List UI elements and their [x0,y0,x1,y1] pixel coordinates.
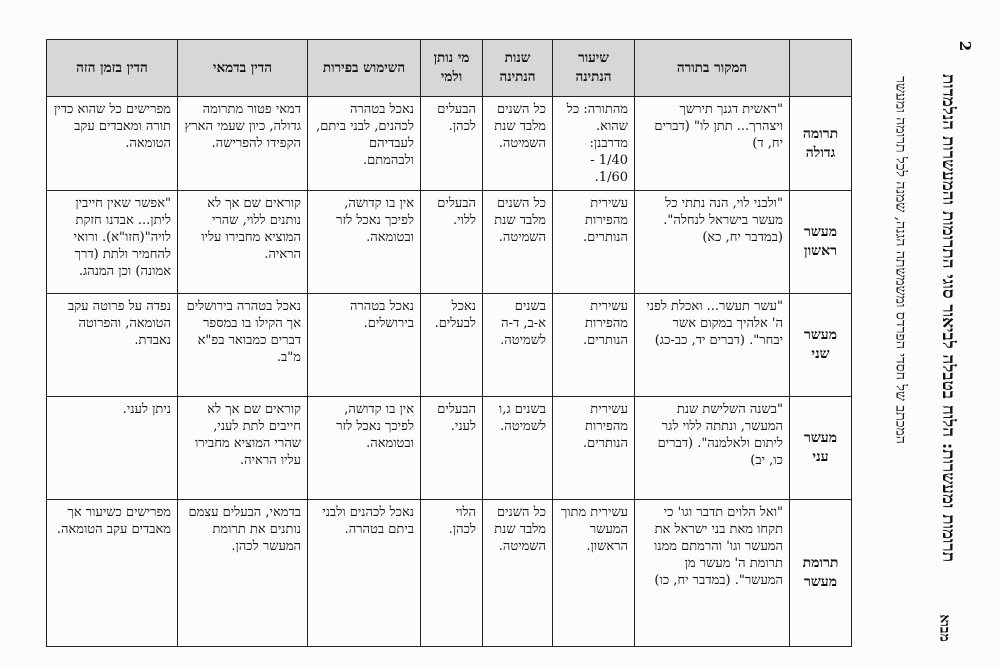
page-title: תרומות ומעשרות: הלוח בטבלה לביאור סוגי התרומות והמעשרות הנלמדות [938,73,958,563]
table-cell: עשירית מהפירות הנותרים. [553,294,635,397]
table-cell: הלוי לכהן. [421,500,483,647]
page-number: 2 [956,40,974,52]
table-cell: ניתן לעני. [47,397,178,500]
table-cell: "בשנה השלישת שנת המעשר, ונתתה ללוי לגר ליתום ולאלמנה". (דברים כו, יב) [635,397,790,500]
tithes-table [46,39,852,647]
column-header [790,40,852,97]
column-header: הדין בזמן הזה [47,40,178,97]
table-cell: עשירית מהפירות הנותרים. [553,397,635,500]
table-cell: קוראים שם אך לא נותנים ללוי, שהרי המוציא מחבירו עליו הראיה. [178,191,308,294]
row-header: מעשר שני [790,294,852,397]
table-cell: כל השנים מלבד שנת השמיטה. [483,191,553,294]
table-cell: הבעלים לכהן. [421,97,483,191]
table-cell: כל השנים מלבד שנת השמיטה. [483,500,553,647]
table-cell: אין בו קדושה, לפיכך נאכל לזר ובטומאה. [308,191,421,294]
table-cell: מפרישים כל שהוא כדין תורה ומאבדים עקב הטומאה. [47,97,178,191]
table-header-row [47,40,852,97]
column-header: הדין בדמאי [178,40,308,97]
table-cell: "עשר תעשר... ואכלת לפני ה' אלהיך במקום אשר יבחר". (דברים יד, כב-כג) [635,294,790,397]
column-header: שנות הנתינה [483,40,553,97]
row-header: מעשר עני [790,397,852,500]
row-header: תרומת מעשר [790,500,852,647]
table-row [47,97,852,191]
table-cell: "ואל הלוים תדבר וגו' כי תקחו מאת בני ישראל את המעשר וגו' והרמתם ממנו תרומת ה' מעשר מן המעשר". (במדבר יח, כו) [635,500,790,647]
table-cell: נאכל בטהרה בירושלים. [308,294,421,397]
table-row [47,294,852,397]
row-header: מעשר ראשון [790,191,852,294]
table-row [47,500,852,647]
table-cell: נאכל בטהרה בירושלים אך הקילו בו במספר דברים כמבואר בפ"א מ"ב. [178,294,308,397]
table-cell: "ולבני לוי, הנה נתתי כל מעשר בישראל לנחלה". (במדבר יח, כא) [635,191,790,294]
table-cell: נאכל לכהנים ולבני ביתם בטהרה. [308,500,421,647]
page-subtitle: המכתב של חסדי הפרדס ומשמשתה הגנה, שמנה לכל תרומה ומעשר [892,76,909,444]
row-header: תרומה גדולה [790,97,852,191]
table-cell: מפרישים כשיעור אך מאבדים עקב הטומאה. [47,500,178,647]
table-cell: עשירית מהפירות הנותרים. [553,191,635,294]
column-header: השימוש בפירות [308,40,421,97]
table-row [47,397,852,500]
column-header: שיעור הנתינה [553,40,635,97]
column-header: מי נותן ולמי [421,40,483,97]
table-cell: כל השנים מלבד שנת השמיטה. [483,97,553,191]
table-cell: עשירית מתוך המעשר הראשון. [553,500,635,647]
table-cell: בדמאי, הבעלים עצמם נותנים את תרומת המעשר לכהן. [178,500,308,647]
table-cell: נאכל בטהרה לכהנים, לבני ביתם, לעבדיהם ולבהמתם. [308,97,421,191]
column-header: המקור בתורה [635,40,790,97]
table-cell: נפדה על פרוטה עקב הטומאה, והפרוטה נאבדת. [47,294,178,397]
table-cell: הבעלים ללוי. [421,191,483,294]
table-cell: נאכל לבעלים. [421,294,483,397]
table-cell: אין בו קדושה, לפיכך נאכל לזר ובטומאה. [308,397,421,500]
table-cell: הבעלים לעני. [421,397,483,500]
table-cell: מהתורה: כל שהוא. מדרבנן: 1/40 - 1/60. [553,97,635,191]
table-row [47,191,852,294]
running-footer: מבוא [936,614,953,642]
table-cell: "אפשר שאין חייבין ליתן... אבדנו חזקת לויה"(חזו"א). ורואי להחמיר ולתת (דרך אמונה) וכן המנהג. [47,191,178,294]
table-cell: בשנים א-ב, ד-ה לשמיטה. [483,294,553,397]
table-cell: קוראים שם אך לא חייבים לתת לעני, שהרי המוציא מחבירו עליו הראיה. [178,397,308,500]
table-cell: בשנים ג,ו לשמיטה. [483,397,553,500]
table-cell: "ראשית דגנך תירשך ויצהרך... תתן לו" (דברים יח, ד) [635,97,790,191]
table-cell: דמאי פטור מתרומה גדולה, כיון שעמי הארץ הקפידו להפרישה. [178,97,308,191]
